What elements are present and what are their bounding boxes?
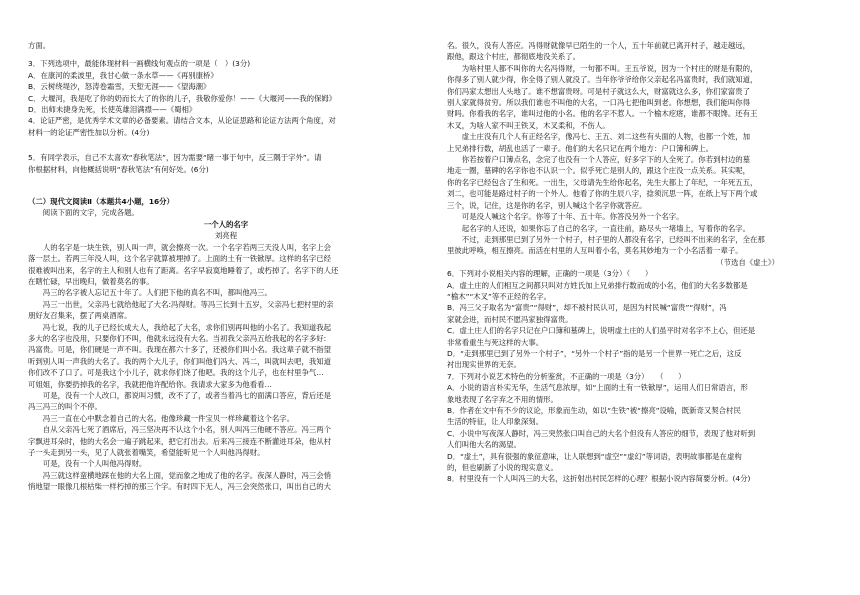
q6-option-line: 衬出现实世界的无奈。: [447, 360, 521, 370]
article-line: 名。很久，没有人答应。冯得财就像早已陌生的一个人，五十年前就已离开村子，越走越远，: [447, 41, 751, 50]
article-line: 朋好友召集来，摆了两桌酒席。: [28, 311, 132, 321]
article-body-continued: [447, 40, 839, 257]
article-line: 为啥村里人都不叫你的大名冯得财，一句都不叫。王五爷说，因为一个村庄的财是有限的，: [461, 63, 758, 73]
article-line: 不过，走到那里已到了另外一个村子，村子里的人都没有名字，已经叫不出来的名字，全在那: [461, 234, 765, 244]
article-line: 子一头走到另一头，见了人就张着嘴笑，希望能听见一个人叫他冯得财。: [28, 448, 265, 457]
article-body: [28, 242, 424, 493]
article-line: 字飘进耳朵时，他的大名会一遍子跳起来，把它打出去。后来冯三接连不断灌进耳朵，他从村: [28, 436, 332, 446]
article-author: 刘亮程: [214, 231, 238, 241]
q6-stem: 6．下列对小说相关内容的理解，正确的一项是（3分）（ ）: [447, 269, 653, 279]
q3-option: D．出师未捷身先死，长使英雄泪满襟——《蜀相》: [28, 105, 197, 115]
article-line: 可是没人喊这个名字。你等了十年、五十年。你答没另外一个名字。: [461, 212, 684, 222]
article-line: 你们改不了口了。可是我这个小儿子，就求你们饶了他吧。我的这个儿子，也在村里争气…: [28, 368, 324, 378]
q5-line: 你根据材料，向他概括说明“春秋笔法”有何好处。(6分): [28, 164, 209, 174]
article-line: 起名字的人还说，如果你忘了自己的名字，一直往前，路尽头一堵墙上，写着你的名字。: [461, 223, 751, 233]
article-line: 别人家就得贫穷。所以我们谁也不叫他的大名，一口冯七把他叫到老。你想想，我们能叫你得: [447, 98, 751, 108]
q7-option-line: 的，但也刷新了小说的现实意义。: [447, 463, 558, 473]
q7-option-line: 人们叫他大名的渴望。: [447, 440, 521, 450]
q3-option: A．在康河的柔波里，我甘心做一条水草——《再别康桥》: [28, 70, 218, 80]
q6-option-line: “榆木”“木叉”等不正经的名字。: [447, 291, 552, 301]
q5-line: 5．有同学表示，自己不太喜欢“春秋笔法”，因为需要“睹一事于句中，反三隅于字外”。请: [28, 153, 322, 163]
q7-option-line: C．小说中写夜深人静时，冯三突然张口叫自己的大名个但没有人答应的细节，表现了他对听到: [447, 428, 756, 438]
article-line: 财吗。你看我的名字，谁叫过他的小名。他的名字不惹人。一个榆木疙瘩，谁都不眼馋。还有王: [447, 109, 758, 119]
section-instruction: 阅读下面的文字，完成各题。: [42, 208, 139, 218]
right-column: [447, 40, 839, 485]
q3-options: [28, 70, 424, 116]
article-line: 冯三一直在心中默念着自己的大名。他像珍藏一件宝贝一样珍藏着这个名字。: [42, 413, 295, 423]
article-line: 听到别人叫一声我的大名了。我的两个大儿子，你们叫他们冯大、冯二，叫就叫去吧，我知道: [28, 356, 332, 366]
article-line: 可是，没有一个人叫他冯得财。: [42, 459, 147, 469]
article-line: 自从父亲冯七死了酒席后，冯三坚决再不认这个小名，别人叫冯三他硬不答应。冯三两个: [42, 425, 332, 435]
q7-option-line: A．小说的语言朴实无华，生活气息浓厚，如“上面的土有一铁锨厚”，运用人们日常语言，形: [447, 383, 748, 393]
q8-stem: 8．村里没有一个人叫冯三的大名，这折射出村民怎样的心理？根据小说内容简要分析。(4分): [447, 474, 751, 484]
article-line: 冯三一出世，父亲冯七就给他起了大名:冯得财。等冯三长到十五岁，父亲冯七把村里的亲: [42, 299, 334, 309]
q6-option-line: C．虚土庄人们的名字只记在户口簿和墓碑上，说明虚土庄的人们虽平时对名字不上心，但还是: [447, 326, 756, 336]
q7-option-line: B．作者在文中有不少的议论，形象而生动，如以“生铁”被“擦亮”设喻，既新奇又契合村民: [447, 406, 741, 415]
q6-option-line: 家就会进，而村民不愿冯家独得富贵。: [447, 314, 573, 324]
q3-stem: 3．下列选项中，最能体现材料一画横线句观点的一项是（ ）(3分): [28, 59, 251, 69]
q6-option-line: 非常看重生与死这样的大事。: [447, 337, 544, 347]
article-line: 木叉，为啥人家不叫王铁叉，木叉柔和，不伤人。: [447, 120, 610, 130]
article-line: 你得多了别人就少得，你全得了别人就没了。当年你爷爷给你父亲起名冯富贵时，我们就知道，: [447, 75, 758, 85]
q6-options: [447, 280, 839, 371]
section-heading: （二）现代文阅读Ⅱ（本题共4小题，16分）: [28, 197, 174, 207]
article-line: 跟他，跟这个村庄，都彻底地没关系了。: [447, 52, 581, 62]
article-line: 人的名字是一块生铁，别人叫一声，就会擦亮一次。一个名字若两三天没人叫，名字上会: [42, 242, 332, 252]
q6-option-line: B．冯三父子取名为“富贵”“得财”，却不被村民认可，是因为村民喊“富贵”“得财”，冯: [447, 303, 727, 313]
article-line: 很难被叫出来，名字的主人和别人也有了距离。名字早寂寞地睡着了，或朽掉了。名字下的人还: [28, 265, 339, 275]
article-line: 上兄弟排行数，胡乱也活了一辈子。他们的大名只记在两个地方：户口簿和碑上。: [447, 143, 714, 153]
q7-options: [447, 382, 839, 473]
q3-option: B．云树绕堤沙，怒涛卷霜雪，天堑无涯——《望海潮》: [28, 82, 211, 92]
q4: [28, 115, 424, 138]
article-line: 地走一圈，墓碑的名字你也不认识一个。似乎死亡是别人的，跟这个庄没一点关系。其实呢，: [447, 166, 751, 176]
left-column: [28, 40, 424, 493]
article-line: 里彼此呼唤，相互擦亮。而活在村里的人互叫着小名，莫名其妙地为一个小名活着一辈子。: [447, 246, 743, 256]
article-line: 冯三的名字被人忘记五十年了。人们把下他的真名不叫，都叫他冯三。: [42, 288, 272, 298]
q4-line: 4．论证严密，是优秀学术文章的必备要素。请结合文本，从论证思路和论证方法两个角度，对: [28, 116, 336, 126]
article-title: 一个人的名字: [203, 219, 249, 229]
article-source: （节选自《虚土》）: [716, 257, 779, 267]
q7-stem: 7．下列对小说艺术特色的分析鉴赏，不正确的一项是（3分） （ ）: [447, 371, 686, 381]
q7-option-line: 生活的特征，让人印象深刻。: [447, 417, 544, 427]
q3-option: C．大堰河，我是吃了你的奶而长大了的你的儿子，我敬你爱你！——《大堰河——我的保姆》: [28, 93, 337, 103]
article-line: 悄地望一眼像几根枯柴一样朽掉的那三个字。有时四下无人，冯三会突然张口，叫出自己的大: [28, 482, 332, 492]
q4-line: 材料一的论证严密性加以分析。(4分): [28, 127, 150, 137]
article-line: 冯七说，我的儿子已经长成大人，我给起了大名，求你们别再叫他的小名了。我知道我起: [42, 322, 332, 332]
article-line: 可是，没有一个人改口，都说叫习惯，改不了了，或者当着冯七的面满口答应，背后还是: [42, 390, 332, 400]
q7-option-line: 象地表现了名字弃之不用的情形。: [447, 394, 558, 404]
article-line: 多大的名字也没用，只要你们不叫，他就永远没有大名。当初我父亲冯五给我起的名字多好:: [28, 333, 327, 343]
intro-tail: 方面。: [28, 41, 51, 50]
q6-option-line: A．虚土庄的人们相互之间都只叫对方姓氏加上兄弟排行数而成的小名，他们的大名多数都是: [447, 280, 748, 290]
article-line: 你的名字已经包含了生和死。一出生，父母请先生给你起名，先生大都上了年纪，一年死五五，: [447, 177, 758, 187]
article-line: 虚土庄没有几个人有正经名字，像冯七、王五、刘二这些有头面的人物，也都一个姓，加: [461, 132, 751, 142]
article-line: 冯三就这样蛮横地踩在他的大名上面，觉而象之地成了他的名字。夜深人静时，冯三会悄: [42, 470, 332, 480]
article-line: 刘二，也可能是路过村子的一个外人。他看了你的生辰八字，捻须沉思一阵，在纸上写下两个或: [447, 189, 758, 199]
q5: [28, 152, 424, 175]
article-line: 三个，说，记住，这是你的名字，别人喊这个名字你就答应。: [447, 200, 647, 210]
article-line: 你们冯家太想出人头地了。谁不想富贵呀。可是村子就这么大，财富就这么多，你们家富贵了: [447, 86, 751, 96]
article-line: 冯富贵。可是，你们硬是一声不叫。我现在都六十多了，还被你们叫小名。我这辈子就不指望: [28, 345, 332, 355]
article-line: 在瞎忙碌，早出晚归，做着莫名的事。: [28, 276, 154, 286]
article-line: 冯三冯三的叫个不停。: [28, 402, 102, 412]
q6-option-line: D．“走到那里已到了另外一个村子”，“另外一个村子”指的是另一个世界一死亡之后，这反: [447, 348, 742, 358]
q7-option-line: D．“虚土”，具有很强的象征意味，让人联想到“虚空”“虚幻”等词语，表明故事都是在虚构: [447, 451, 742, 461]
article-line: 你若按着户口簿点名，念完了也没有一个人答应，好多字下的人全死了。你若到村边的墓: [461, 155, 751, 165]
article-line: 可姐姐，你要扔掉我的名字，我就把他许配给你。我请求大家多为他看看…: [28, 379, 272, 389]
article-line: 落一层土。若两三年没人叫，这个名字就算被埋掉了。上面的土有一铁锨厚。这样的名字已经: [28, 254, 332, 264]
